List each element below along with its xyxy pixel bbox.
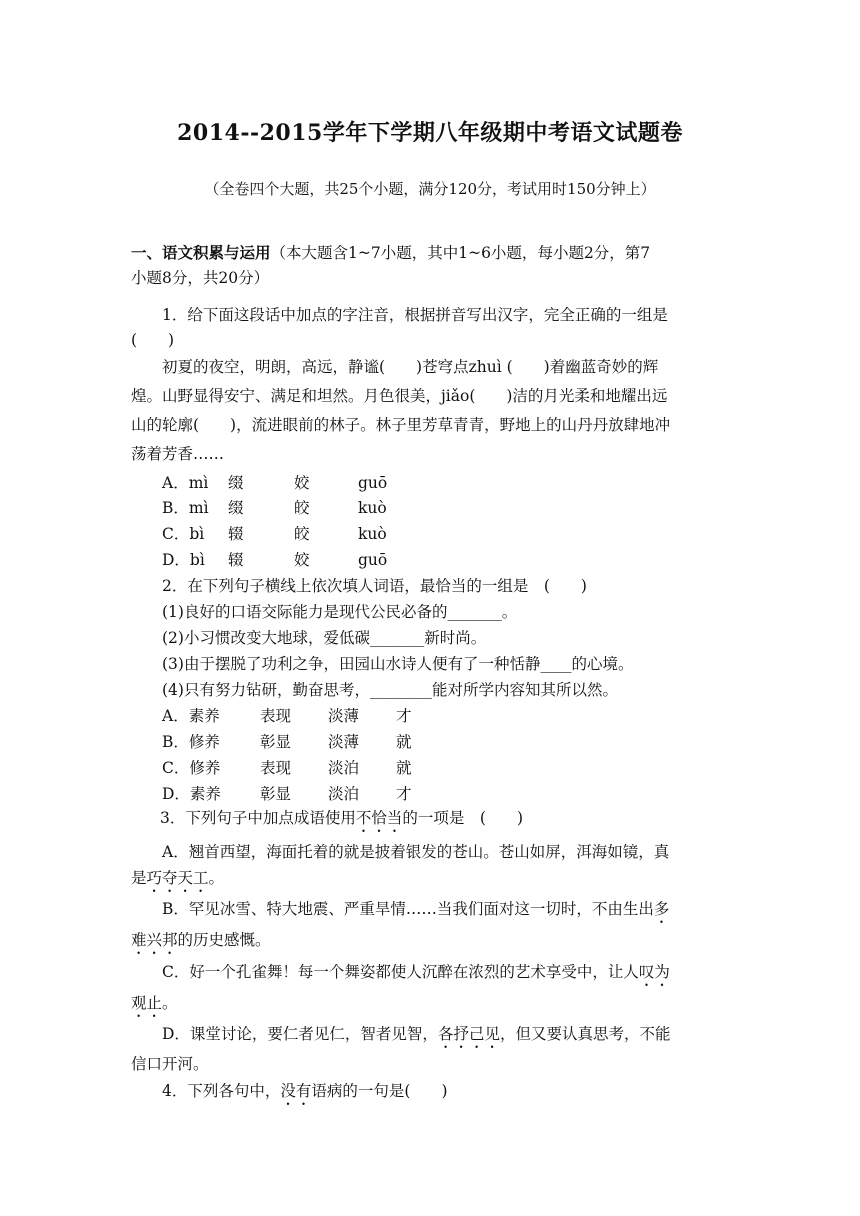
question-2-stem: 2．在下列句子横线上依次填人词语，最恰当的一组是 ( ): [162, 577, 587, 595]
option-row: A．素养 表现 淡薄 才: [162, 707, 412, 725]
emphasized-idiom: 难兴邦: [131, 931, 178, 949]
option-row: C．bì 辍 皎 kuò: [162, 525, 387, 543]
q3-option-a-cont: 是巧夺天工。: [131, 869, 225, 887]
passage-line: 山的轮廓( )，流进眼前的林子。林子里芳草青青，野地上的山丹丹放肆地冲: [131, 416, 671, 434]
q3-option-b-cont: 难兴邦的历史感慨。: [131, 931, 271, 949]
passage-line: 初夏的夜空，明朗，高远，静谧( )苍穹点zhuì ( )着幽蓝奇妙的辉: [162, 358, 659, 376]
option-row: B．mì 缀 皎 kuò: [162, 499, 387, 517]
option-row: D．素养 彰显 淡泊 才: [162, 785, 412, 803]
emphasized-text: 没有: [280, 1082, 312, 1100]
fill-sentence: (2)小习惯改变大地球，爱低碳_______新时尚。: [162, 629, 487, 647]
emphasized-idiom: 巧夺天工: [146, 869, 209, 887]
option-row: A．mì 缀 姣 guō: [162, 474, 388, 492]
fill-sentence: (4)只有努力钻研，勤奋思考，________能对所学内容知其所以然。: [162, 681, 618, 699]
q3-option-c-cont: 观止。: [131, 994, 178, 1012]
emphasized-idiom: 多: [653, 900, 670, 918]
question-4-stem: 4．下列各句中，没有语病的一句是( ): [162, 1082, 448, 1100]
emphasized-idiom: 叹为: [638, 963, 670, 981]
q3-option-b: B．罕见冰雪、特大地震、严重旱情……当我们面对这一切时，不由生出多: [162, 900, 670, 918]
section-description: （本大题含1~7小题，其中1~6小题，每小题2分，第7: [270, 244, 651, 262]
passage-line: 煌。山野显得安宁、满足和坦然。月色很美，jiǎo( )洁的月光柔和地耀出远: [131, 387, 668, 405]
emphasized-idiom: 观止: [131, 994, 163, 1012]
passage-line: 荡着芳香……: [131, 445, 225, 463]
question-3-stem: 3．下列句子中加点成语使用不恰当的一项是 ( ): [160, 809, 523, 827]
option-row: C．修养 表现 淡泊 就: [162, 759, 412, 777]
section-heading-line: [131, 243, 650, 263]
q3-option-d-cont: 信口开河。: [131, 1055, 209, 1073]
option-row: B．修养 彰显 淡薄 就: [162, 733, 412, 751]
emphasized-idiom: 各抒己见: [437, 1025, 500, 1043]
exam-instructions: （全卷四个大题，共25个小题，满分120分，考试用时150分钟上）: [204, 180, 656, 198]
q3-option-c: C．好一个孔雀舞！每一个舞姿都使人沉醉在浓烈的艺术享受中，让人叹为: [162, 963, 670, 981]
section-description-cont: 小题8分，共20分）: [131, 269, 270, 287]
fill-sentence: (3)由于摆脱了功利之争，田园山水诗人便有了一种恬静____的心境。: [162, 655, 634, 673]
q3-option-d: D．课堂讨论，要仁者见仁，智者见智，各抒己见，但又要认真思考，不能: [162, 1025, 671, 1043]
question-1-stem-cont: ( ): [131, 331, 175, 349]
fill-sentence: (1)良好的口语交际能力是现代公民必备的_______。: [162, 603, 518, 621]
option-row: D．bì 辍 姣 guō: [162, 551, 388, 569]
emphasized-text: 不恰当: [355, 809, 403, 827]
q3-option-a: A．翘首西望，海面托着的就是披着银发的苍山。苍山如屏，洱海如镜，真: [162, 843, 670, 861]
question-1-stem: 1．给下面这段话中加点的字注音，根据拼音写出汉字，完全正确的一组是: [162, 306, 668, 324]
section-heading: 一、语文积累与运用: [131, 243, 271, 262]
page-title: 2014--2015学年下学期八年级期中考语文试题卷: [177, 120, 683, 146]
